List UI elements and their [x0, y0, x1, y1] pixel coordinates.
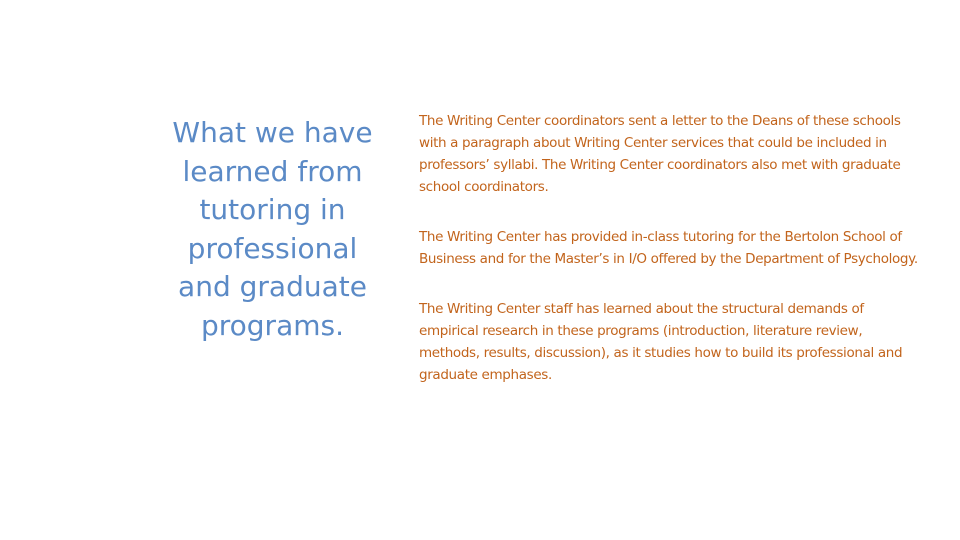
paragraph-structural-demands: The Writing Center staff has learned about the structural demands of empirical research in these programs (introduction, literature review, methods, results, discussion), as it studies how to build its professional and graduate emphases. [419, 301, 903, 383]
paragraph-letter-to-deans: The Writing Center coordinators sent a letter to the Deans of these schools with a paragraph about Writing Center services that could be included in professors’ syllabi. The Writing Center coordinators also met with graduate school coordinators. [419, 113, 901, 195]
slide-title: What we have learned from tutoring in professional and graduate programs. [172, 116, 373, 342]
title-box [160, 114, 385, 346]
paragraph-in-class-tutoring: The Writing Center has provided in-class tutoring for the Bertolon School of Business and for the Master’s in I/O offered by the Department of Psychology. [419, 229, 918, 267]
body-text-box [419, 110, 919, 414]
